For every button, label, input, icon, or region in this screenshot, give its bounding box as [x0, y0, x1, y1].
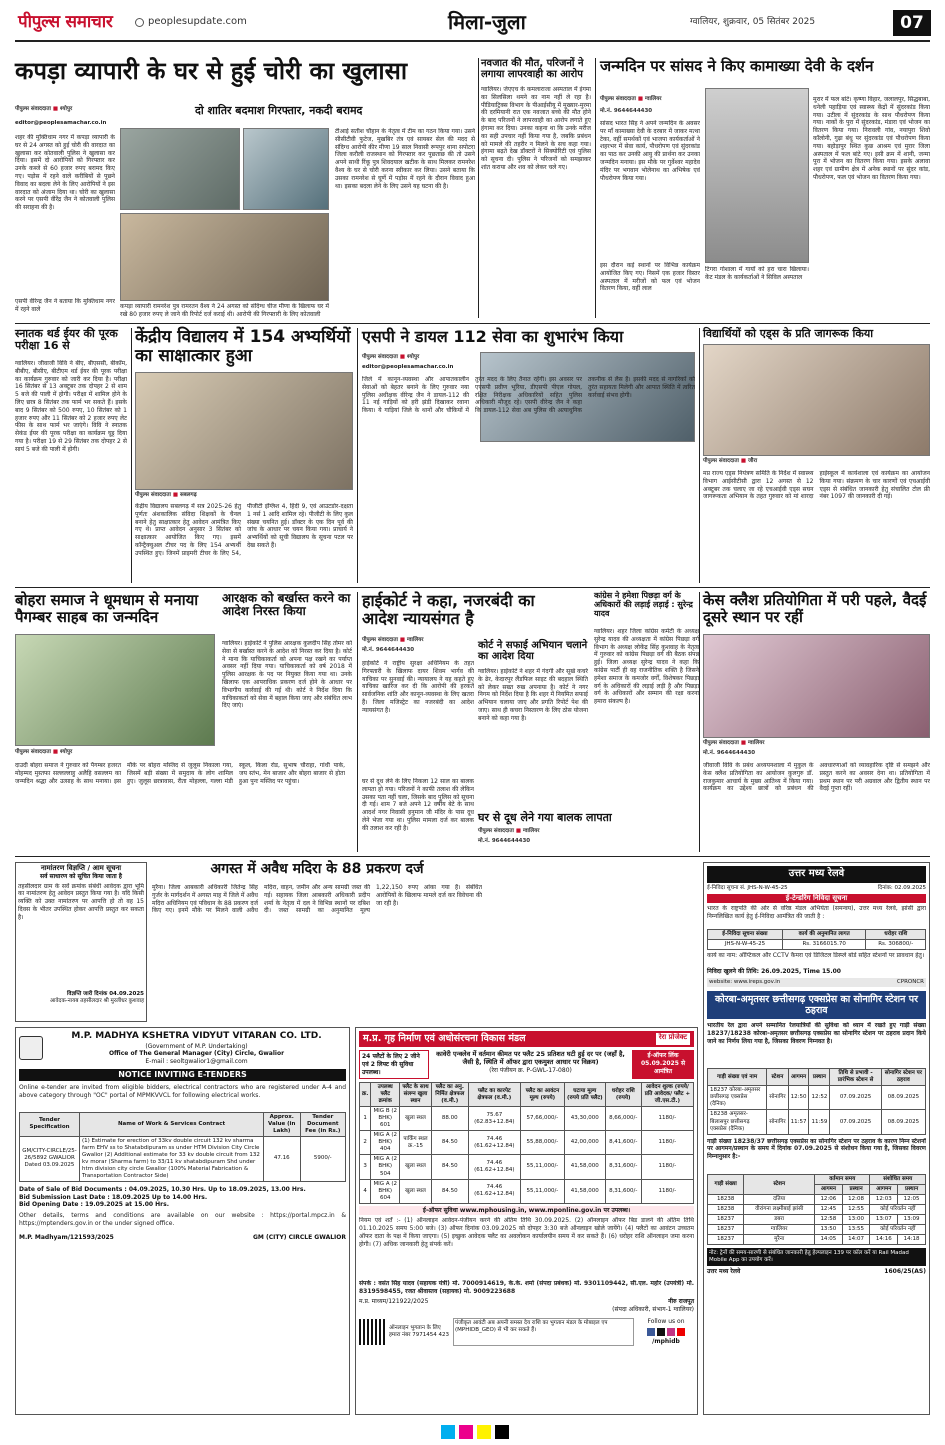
cell: 1180/-	[641, 1131, 693, 1155]
cell: 12:55	[842, 1204, 870, 1214]
rail-tender-table	[707, 929, 926, 950]
table-row	[708, 1234, 926, 1244]
headline: बोहरा समाज ने धूमधाम से मनाया पैगम्बर साहब का जन्मदिन	[15, 591, 199, 626]
body: केंद्रीय विद्यालय सबलगढ़ में सत्र 2025-26 हेतु पूर्णतः अंशकालिक संविदा शिक्षकों के चैनल बनाने हेतु साक्षात्कार हेतु आवेदन आमंत्रित किए गए थे। प्राप्त आवेदन अनुसार 3 सितंबर को साक्षात्कार आयोजित किए गए। इसमें कॉन्ट्रैक्चुअल टीचर पद के लिए 154 अभ्यर्थी उपस्थित हुए। जिनमें प्राइमरी टीचर के लिए 54, पीजीटी इंग्लिश 4, हिंदी 9, एवं आउटडोर-दक्षता 1 नर्स 1 आदि शामिल रहे। पीजीटी के लिए कुल संख्या चयनित हुई। डॉक्टर के एक दिन पूर्व की जांच के आधार पर चयन किया गया। प्राचार्य ने अभ्यर्थियों को सूची विद्यालय के सूचना पटल पर देख सकते हैं।	[135, 503, 353, 557]
brand-logo: पीपुल्स समाचार	[18, 12, 113, 32]
notice-date: विज्ञप्ति जारी दिनांक 04.09.2025	[66, 990, 144, 997]
byline: पीपुल्स संवाददाता ■ श्योपुर	[362, 354, 420, 360]
th: संशोधित समय	[870, 1174, 926, 1184]
cell: 14:16	[870, 1234, 898, 1244]
td-value: 47.16	[264, 1136, 300, 1181]
headline: नवजात की मौत, परिजनों ने लगाया लापरवाही का आरोप	[481, 58, 584, 81]
cell: मुरैना	[744, 1234, 815, 1244]
rail-headline-2: कोरबा-अमृतसर छत्तीसगढ़ एक्सप्रेस का सोनागिर स्टेशन पर ठहराव	[707, 991, 926, 1020]
housing-sign: नीरु राजपूत	[668, 1298, 694, 1306]
cell: वीरांगना लक्ष्मीबाई झांसी	[744, 1204, 815, 1214]
housing-rera: (रेरा पंजीयन क्र. P-GWL-17-080)	[489, 1066, 572, 1074]
cell: 2	[360, 1131, 371, 1155]
cell: 13:55	[842, 1224, 870, 1234]
table-row	[708, 1110, 926, 1134]
site-url[interactable]: peoplesupdate.com	[148, 16, 247, 27]
article-mp-birthday	[600, 58, 930, 320]
cyan-swatch	[441, 1425, 455, 1439]
th: गाड़ी संख्या एवं नाम	[708, 1069, 767, 1086]
students-photo	[703, 344, 930, 456]
headline: कपड़ा व्यापारी के घर से हुई चोरी का खुलासा	[15, 57, 408, 85]
cell: 55,11,000/-	[520, 1179, 564, 1203]
byline: पीपुल्स संवाददाता ■ ग्वालियर	[600, 96, 662, 102]
cell: 55,88,000/-	[520, 1131, 564, 1155]
table-row	[708, 1204, 926, 1214]
follow-label: Follow us on	[647, 1317, 685, 1325]
cell: 12:58	[815, 1214, 843, 1224]
cell: 55,11,000/-	[520, 1155, 564, 1179]
rail-handle[interactable]: CPRONCR	[896, 978, 924, 985]
article-exam	[15, 328, 127, 583]
rail-website[interactable]: website: www.ireps.gov.in	[709, 978, 781, 985]
cell: 1	[360, 1107, 371, 1131]
housing-title-bar	[359, 1031, 694, 1047]
rail-body-3: गाड़ी संख्या 18238/37 छत्तीसगढ़ एक्सप्रेस का सोनागिर स्टेशन पर ठहराव के कारण निम्न स्टेशनों पर आगमन/प्रस्थान के समय में दिनांक 07.09.2025 से संशोधन किया गया है, जिसका विवरण निम्नानुसार है:-	[707, 1137, 926, 1161]
headline: कोर्ट ने सफाई अभियान चलाने का आदेश दिया	[478, 640, 588, 663]
cell: 18238 अमृतसर-बिलासपुर छत्तीसगढ़ एक्सप्रेस (दैनिक)	[708, 1110, 767, 1134]
th: तिथि से प्रभावी - प्रारंभिक स्टेशन से	[830, 1069, 881, 1086]
yellow-swatch	[477, 1425, 491, 1439]
rail-close: निविदा खुलने की तिथि: 26.09.2025, Time 15.00	[707, 967, 841, 975]
article-kv-interview	[135, 328, 353, 583]
article-constable-body: ग्वालियर। हाईकोर्ट ने पुलिस आरक्षक कुलदीप सिंह तोमर को सेवा से बर्खास्त करने के आदेश को निरस्त कर दिया है। कोर्ट ने माना कि याचिकाकर्ता को अपना पक्ष रखने का पर्याप्त अवसर नहीं दिया गया। याचिकाकर्ता को वर्ष 2018 में पुलिस आरक्षक के पद पर नियुक्त किया गया था। उनके खिलाफ एक आपराधिक प्रकरण दर्ज होने के आधार पर विभागीय कार्रवाई की गई थी। कोर्ट ने निर्देश दिया कि याचिकाकर्ता को सेवा में बहाल किया जाए और संबंधित लाभ दिए जाएं।	[222, 640, 352, 710]
byline: पीपुल्स संवाददाता ■ ग्वालियर	[703, 740, 765, 746]
cell: 41,58,000	[564, 1155, 605, 1179]
th: प्रस्थान	[809, 1069, 830, 1086]
cell: 3	[360, 1155, 371, 1179]
cell: 08.09.2025	[881, 1110, 925, 1134]
headline: विद्यार्थियों को एड्स के प्रति जागरूक किया	[703, 327, 874, 340]
headline: एसपी ने डायल 112 सेवा का शुभारंभ किया	[362, 327, 624, 346]
th-sno: क्र.	[360, 1083, 371, 1107]
th: गाड़ी संख्या	[708, 1174, 744, 1194]
cell: 13:07	[870, 1214, 898, 1224]
cell: खुला स्थल	[400, 1179, 432, 1203]
rail-ref: 1606/25(AS)	[884, 1267, 926, 1275]
headline: कांग्रेस ने हमेशा पिछड़ा वर्ग के अधिकारों की लड़ाई लड़ाई : सुरेन्द्र यादव	[594, 591, 693, 618]
th-fee: Tender Document Fee (in Rs.)	[300, 1112, 345, 1136]
table-row	[360, 1155, 694, 1179]
cell: 11:57	[788, 1110, 809, 1134]
body: शहर की मुक्तिधाम नगर में कपड़ा व्यापारी के घर से 24 अगस्त को हुई चोरी की वारदात का खुलासा कर कोतवाली पुलिस ने खुलासा कर दिया। इसमें दो आरोपियों को गिरफ्तार कर उनके कब्जे से 60 हजार रुपए बरामद किए गए। पड़ोस में रहने वाले करीबियों से पूछने विवाद का बदला लेने के लिए आरोपियों ने इस वारदात को अंजाम दिया था। चोरी का खुलासा करने पर एसपी वीरेंद्र जैन ने कोतवाली पुलिस की सराहना की है।	[15, 134, 115, 212]
color-registration-strip	[380, 1425, 570, 1439]
headline: जन्मदिन पर सांसद ने किए कामाख्या देवी के दर्शन	[600, 57, 874, 75]
cell: 07.09.2025	[830, 1110, 881, 1134]
cell: 12:05	[898, 1194, 926, 1204]
th: आगमन	[815, 1184, 843, 1194]
cell: 1180/-	[641, 1155, 693, 1179]
company-email[interactable]: E-mail : seoltgwalior1@gmail.com	[145, 1057, 248, 1065]
th-value: Approx. Value (in Lakh)	[264, 1112, 300, 1136]
social-handle[interactable]: /mphidb	[652, 1337, 680, 1345]
page-number: 07	[893, 10, 931, 36]
body-2: इस दौरान कई स्थानों पर विभिन्न कार्यक्रम आयोजित किए गए। निसमें एक हजार विस्तर अस्पताल में मरीजों को फल एवं भोजन वितरण किया, वहीं लाल	[600, 262, 700, 293]
cell: ग्वालियर	[744, 1224, 815, 1234]
tender-dates	[19, 1186, 346, 1209]
tender-ref: M.P. Madhyam/121593/2025	[19, 1234, 114, 1242]
cell: 42,00,000	[564, 1131, 605, 1155]
byline: पीपुल्स संवाददाता ■ ग्वालियर	[362, 637, 424, 643]
procession-photo	[15, 634, 215, 746]
tender-sign: GM (CITY) CIRCLE GWALIOR	[253, 1234, 346, 1242]
tender-title: NOTICE INVITING E-TENDERS	[19, 1069, 346, 1081]
mobile: मो.नं. 9644644430	[703, 750, 756, 756]
headline: केंद्रीय विद्यालय में 154 अभ्यर्थियों का साक्षात्कार हुआ	[135, 327, 351, 367]
th: आगमन	[870, 1184, 898, 1194]
cell: 13:00	[842, 1214, 870, 1224]
tender-intro: Online e-tender are invited from eligible bidders, electrical contractors who are registered under A-4 and above category through "OC" portal of MPMKVVCL for following electrical works.	[19, 1083, 346, 1099]
th: कार्य की अनुमानित लागत	[782, 929, 866, 939]
cell: 8,41,600/-	[605, 1131, 641, 1155]
cell: 75.67 (62.83+12.84)	[468, 1107, 520, 1131]
rera-badge: रेरा प्रोजेक्ट	[656, 1033, 690, 1045]
headline: अगस्त में अवैध मदिरा के 88 प्रकरण दर्ज	[210, 861, 424, 877]
cell: 18237	[708, 1214, 744, 1224]
mobile: मो.नं. 9644644430	[478, 838, 531, 844]
table-row	[708, 1086, 926, 1110]
offer-left: 24 फ्लैटों के लिए 2 जीने एवं 2 लिफ्ट की सुविधा उपलब्ध।	[359, 1050, 429, 1079]
cell: खुला स्थल	[400, 1107, 432, 1131]
classroom-photo	[135, 372, 353, 490]
housing-center: कावेरी एन्क्लेव में वर्तमान कीमत पर फ्लैट 25 प्रतिशत घटी हुई दर पर (जहाँ है, जैसी है, स्थिति में ऑफर द्वारा एकमुश्त आधार पर विक्रय)	[436, 1050, 625, 1067]
cell: 88.00	[431, 1107, 468, 1131]
rail-stoppage-table	[707, 1068, 926, 1134]
cell: 12:50	[788, 1086, 809, 1110]
promo-1: ऑनलाइन भुगतान के लिए हमारा नंबर 7971454 423	[389, 1324, 449, 1338]
article-missing-boy	[478, 812, 698, 852]
article-dial112	[362, 328, 695, 583]
article-missing-boy-body: घर से दूध लेने के लिए निकला 12 साल का बालक लापता हो गया। परिजनों ने काफी तलाश की लेकिन उसका पता नहीं चला, जिसके बाद पुलिस को सूचना दी गई। शाम 7 बजे अपने 12 वर्षीय बेटे के साथ आदर्श नगर निवासी हनुमान जी मंदिर के पास दूध लेने भेजा गया था। पुलिस मामला दर्ज कर बालक की तलाश कर रही है।	[362, 778, 474, 832]
cell: 14:05	[815, 1234, 843, 1244]
cell: 12:03	[870, 1194, 898, 1204]
cell: 84.50	[431, 1179, 468, 1203]
byline: पीपुल्स संवाददाता ■ जौरा	[703, 458, 758, 464]
th-work: Name of Work & Services Contract	[80, 1112, 264, 1136]
th-deposit: धरोहर राशि (रुपये)	[605, 1083, 641, 1107]
rail-timing-table	[707, 1174, 926, 1245]
cell: Rs. 306800/-	[866, 939, 926, 949]
headline: हाईकोर्ट ने कहा, नजरबंदी का आदेश न्यायसंगत है	[362, 591, 535, 628]
x-icon[interactable]	[657, 1328, 665, 1336]
body: मप्र राज्य एड्स नियंत्रण समिति के निर्देश में स्वास्थ्य विभाग आईसीटीसी द्वारा 12 अगस्त से 12 अक्टूबर तक चलाए जा रहे एचआईवी एड्स सघन जागरूकता अभियान के तहत गुरुवार को मां शारदा हाईस्कूल में कार्यशाला एवं कार्यक्रम का आयोजन किया गया। संक्रमण के चार कारणों एवं एचआईवी एड्स से संबंधित जानकारी हेतु संचालित टोल फ्री नंबर 1097 की जानकारी दी गई।	[703, 470, 930, 501]
cell: 12:52	[809, 1086, 830, 1110]
th: वर्तमान समय	[815, 1174, 870, 1184]
cell: 12:06	[815, 1194, 843, 1204]
youtube-icon[interactable]	[677, 1328, 685, 1336]
cell: खुला स्थल	[400, 1155, 432, 1179]
temple-photo	[705, 88, 809, 263]
cell: 11:59	[809, 1110, 830, 1134]
cell: Rs. 3166015.70	[782, 939, 866, 949]
article-cleanliness	[478, 640, 588, 810]
cell: 12:45	[815, 1204, 843, 1214]
award-photo	[703, 634, 930, 738]
section-title: मिला-जुला	[448, 10, 526, 34]
instagram-icon[interactable]	[667, 1328, 675, 1336]
cell: 74.46 (61.62+12.84)	[468, 1131, 520, 1155]
cell: 07.09.2025	[830, 1086, 881, 1110]
caption: टिगरा गोशाला में गायों को हरा चारा खिलाया। केंट मंडल के कार्यकर्ताओं ने सिविल अस्पताल	[705, 266, 809, 281]
cell: 12:08	[842, 1194, 870, 1204]
cell: 57,66,000/-	[520, 1107, 564, 1131]
article-newborn	[481, 58, 591, 318]
date-row-opening: Bid Opening Date : 19.09.2025 at 15.00 Hrs.	[19, 1201, 169, 1209]
cell: 18237	[708, 1234, 744, 1244]
article-liquor	[152, 862, 482, 1022]
cell: MIG B (2 BHK) 601	[371, 1107, 400, 1131]
td-spec: GM/CITY-CIRCLE/25-26/5892 GWALIOR Dated 03.09.2025	[20, 1136, 80, 1181]
th-spec: Tender Specification	[20, 1112, 80, 1136]
body: सांसद भारत सिंह ने अपने जन्मदिन के अवसर पर माँ कामाख्या देवी के दरबार में जाकर मत्था टेका, वहीं समर्थकों एवं भाजपा कार्यकर्ताओं ने शहरभर में सेवा कार्य, पौधरोपण एवं सुंदरकांड का पाठ कर उनकी आयु की प्रार्थना कर उनका जन्मदिन मनाया। इस मौके पर गुर्वेश्वर महादेव मंदिर पर भगवान भोलेनाथ का अभिषेक एवं पौधरोपण किया गया।	[600, 120, 700, 182]
flats-table	[359, 1082, 694, 1203]
cell: 14:18	[898, 1234, 926, 1244]
housing-ref: म.प्र. माध्यम/121922/2025	[359, 1298, 429, 1306]
byline: पीपुल्स संवाददाता ■ सबलगढ़	[135, 492, 197, 498]
table-row	[708, 1224, 926, 1234]
caption: कपड़ा व्यापारी रामनरेश पुत्र रामरतन वैश्य ने 24 अगस्त को संदिग्ध चीज मीणा के खिलाफ घर में रखे 80 हजार रुपए ले जाने की रिपोर्ट दर्ज कराई थी। आरोपी की गिरफ्तारी के लिए कोतवाली	[120, 303, 329, 318]
th-price: फ्लैट का आवंटन मूल्य (रुपये)	[520, 1083, 564, 1107]
rail-body-2: भारतीय रेल द्वारा अपने सम्मानित रेलयात्रियों की सुविधा को ध्यान में रखते हुए गाड़ी संख्या 18237/18238 कोरबा-अमृतसर छत्तीसगढ़ एक्सप्रेस का सोनागिर स्टेशन पर ठहराव प्रदान किये जाने का निर्णय लिया गया है, जिसका विवरण निम्नवत है।	[707, 1022, 926, 1045]
cell: कोई परिवर्तन नहीं	[870, 1204, 926, 1214]
rail-notice-date: दिनांक: 02.09.2025	[877, 884, 926, 891]
body-3: मुरार में फल बांटे। कृष्णा विहार, जलालपुर, सिद्धबाबा, धनेली पहाड़िया एवं स्वास्थ्य केंद्रों में सुंदरकांड किया गया। उटीला में सुंदरकांड के साथ पौधरोपण किया गया। नाकों के पुरा में सुंदरकांड, मंडारा एवं भोजन का वितरण किया गया। निरावली गांव, नयापुरा शिवो कॉलोनी, गुढ़ा बंधु पर सुंदरकांड एवं पौधरोपण किया गया। बहोड़ापुर स्थित कुछ आश्रम एवं मुरार जिला अस्पताल में फल बांटे गए। इसी क्रम में शानी, जन्मा पूरा में भोजन का वितरण किया गया। इसके अलावा शहर एवं ग्रामीण क्षेत्र में अनेक स्थानों पर सुंदर कांड, पौधरोपण, फल एवं भोजन का वितरण किया गया।	[813, 96, 930, 181]
body-continued: एसपी वीरेन्द्र जैन ने बताया कि मुक्तिधाम नगर में रहने वाले	[15, 298, 115, 313]
table-row	[708, 1194, 926, 1204]
cell: 8,31,600/-	[605, 1155, 641, 1179]
body: दाउदी बोहरा समाज ने गुरुवार को पैगम्बर हजरत मोहम्मद मुस्तफा सल्लल्लाहु अलैहि वसल्लम का जन्मदिन श्रद्धा और उत्साह के साथ मनाया। इस मौके पर बोहरा मस्जिद से जुलूस निकाला गया, जिसमें बड़ी संख्या में समुदाय के लोग शामिल हुए। जुलूस छात्रावास, रीता मोहल्ला, गल्ला मंडी स्कूल, किला रोड, सुभाष चौराहा, गांधी पार्क, जय स्तंभ, मेन बाजार और बोहरा बाजार से होता हुआ पुनः मस्जिद पर पहुंचा।	[15, 762, 345, 785]
cell: MIG A (2 BHK) 504	[371, 1155, 400, 1179]
date-row-sale: Date of Sale of Bid Documents : 04.09.2025, 10.30 Hrs. Up to 18.09.2025, 13.00 Hrs.	[19, 1186, 306, 1194]
th: प्रस्थान	[842, 1184, 870, 1194]
mobile: मो.नं. 9644644430	[600, 108, 653, 114]
tender-notice-electricity	[15, 1027, 350, 1415]
cell: 8,31,600/-	[605, 1179, 641, 1203]
rail-notice-no: ई-निविदा सूचना सं. JHS-N-W-45-25	[707, 884, 788, 891]
byline: पीपुल्स संवाददाता ■ श्योपुर	[15, 106, 73, 112]
company-office: Office of The General Manager (City) Circle, Gwalior	[108, 1050, 285, 1058]
th-fee: आवेदन शुल्क (रुपये/प्रति आवेदक/ फ्लैट + जी.एस.टी.)	[641, 1083, 693, 1107]
rail-header: उत्तर मध्य रेलवे	[707, 866, 926, 883]
th: ई-निविदा सूचना संख्या	[708, 929, 783, 939]
article-aids-awareness	[703, 328, 930, 583]
cell: MIG A (2 BHK) 604	[371, 1179, 400, 1203]
th: धरोहर राशि	[866, 929, 926, 939]
email[interactable]: editor@peoplesamachar.co.in	[15, 120, 107, 126]
housing-terms: नियम एवं शर्तें :- (1) ऑनलाइन आवेदन-पंजीयन करने की अंतिम तिथि 30.09.2025. (2) ऑनलाइन ऑफर बिड डालने की अंतिम तिथि 01.10.2025 समय 5:00 बजे। (3) ऑफर दिनांक 03.09.2025 को दोपहर 3:30 बजे ऑनलाइन खोले जायेंगे। (4) फ्लैटों का आवंटन उच्चतम ऑफर दाता के पक्ष में किया जाएगा। (5) इच्छुक आवेदक फ्लैट का अवलोकन कार्यालयीन समय में कर सकते हैं। (6) धरोहर राशि ऑनलाइन जमा करना होगी। (7) अधिक जानकारी हेतु संपर्क करें।	[359, 1217, 694, 1248]
company-logo	[19, 1036, 43, 1060]
cell: 18238	[708, 1194, 744, 1204]
cell: 14:07	[842, 1234, 870, 1244]
cell: डबरा	[744, 1214, 815, 1224]
th: प्रस्थान	[898, 1184, 926, 1194]
td-fee: 5900/-	[300, 1136, 345, 1181]
headline: केस क्लैश प्रतियोगिता में परी पहले, वैदई दूसरे स्थान पर रहीं	[703, 591, 927, 626]
magenta-swatch	[459, 1425, 473, 1439]
table-row	[360, 1131, 694, 1155]
qr-code	[359, 1319, 385, 1345]
housing-title: म.प्र. गृह निर्माण एवं अधोसंरचना विकास मंडल	[363, 1033, 526, 1044]
railway-ad	[703, 862, 930, 1415]
housing-sign-title: (संपदा अधिकारी, संभाग-1 ग्वालियर)	[612, 1305, 694, 1313]
byline: पीपुल्स संवाददाता ■ ग्वालियर	[478, 828, 540, 834]
th: स्टेशन	[744, 1174, 815, 1194]
company-gov: (Government of M.P. Undertaking)	[145, 1042, 248, 1050]
cell: 1180/-	[641, 1179, 693, 1203]
cell: 13:50	[815, 1224, 843, 1234]
mutation-notice	[15, 862, 147, 1022]
black-swatch	[495, 1425, 509, 1439]
th-open: फ्लैट के साथ संलग्न खुला स्थान	[400, 1083, 432, 1107]
rail-intro: भारत के राष्ट्रपति की ओर से वरिष्ठ मंडल अभियंता (समन्वय), उत्तर मध्य रेलवे, झांसी द्वारा निम्नलिखित कार्य हेतु ई-निविदा आमंत्रित की जाती है :	[707, 904, 926, 920]
th-reduced: घटाया मूल्य (रुपये प्रति फ्लैट)	[564, 1083, 605, 1107]
body: ग्वालियर। हाईकोर्ट ने शहर में गंदगी और सूखे कचरे के ढेर, केदारपुर लैंडफिल साइट की बदहाल स्थिति को लेकर सख्त रुख अपनाया है। कोर्ट ने नगर निगम को निर्देश दिया है कि शहर में नियमित सफाई अभियान चलाया जाए और प्रगति रिपोर्ट पेश की जाए। साथ ही कचरा निस्तारण के लिए ठोस योजना बनाने को कहा गया है।	[478, 668, 588, 722]
email[interactable]: editor@peoplesamachar.co.in	[362, 364, 454, 370]
table-row	[708, 1214, 926, 1224]
cell: 1180/-	[641, 1107, 693, 1131]
dateline: ग्वालियर, शुक्रवार, 05 सितंबर 2025	[690, 17, 816, 27]
rail-bottom: उत्तर मध्य रेलवे	[707, 1267, 741, 1275]
housing-board-ad	[355, 1027, 698, 1415]
masthead	[0, 0, 945, 50]
table-row	[360, 1179, 694, 1203]
th: स्टेशन	[767, 1069, 788, 1086]
th-carpet: फ्लैट का कारपेट क्षेत्रफल (व.मी.)	[468, 1083, 520, 1107]
notice-title: नामांतरण विज्ञप्ति / आम सूचना	[40, 864, 122, 872]
th: आगमन	[788, 1069, 809, 1086]
eoffer-strip[interactable]: ई-ऑफर सुविधा www.mphousing.in, www.mponline.gov.in पर उपलब्ध।	[359, 1206, 694, 1216]
headline: स्नातक थर्ड ईयर की पूरक परीक्षा 16 से	[15, 327, 118, 353]
tender-footer: Other details, terms and conditions are available on our website : https://portal.mpcz.in & https://mptenders.gov.in or the under signed office.	[19, 1212, 346, 1227]
cell: 18238	[708, 1204, 744, 1214]
police-photo	[120, 128, 240, 210]
cell: दतिया	[744, 1194, 815, 1204]
notice-body: तहसीलदार ग्राम के सर्वे क्रमांक संबंधी आवेदक द्वारा भूमि का नामांतरण हेतु आवेदन प्रस्तुत किया गया है। यदि किसी व्यक्ति को उक्त नामांतरण पर आपत्ति हो तो वह 15 दिवस के भीतर उपस्थित होकर आपत्ति प्रस्तुत कर सकता है।	[18, 882, 144, 921]
rail-tender-title: ई-टेन्डरिंग निविदा सूचना	[707, 894, 926, 903]
body: हाईकोर्ट ने राष्ट्रीय सुरक्षा अधिनियम के तहत गिरफ्तारी के खिलाफ दायर शिवम भार्गव की याचिका पर सुनवाई की। न्यायालय ने यह कहते हुए याचिका खारिज कर दी कि आरोपी की हरकतें सार्वजनिक शांति और कानून-व्यवस्था के लिए खतरा हैं। जिला मजिस्ट्रेट का नजरबंदी का आदेश न्यायसंगत है।	[362, 660, 474, 714]
cell: 18237	[708, 1224, 744, 1234]
cell: 41,58,000	[564, 1179, 605, 1203]
article-theft	[15, 58, 475, 318]
subheadline: दो शातिर बदमाश गिरफ्तार, नकदी बरामद	[195, 104, 363, 117]
offer-right: ई-ऑफर लिंक 05.09.2025 से आमंत्रित	[632, 1050, 694, 1079]
police-photo-2	[243, 128, 329, 210]
cell: 43,30,000	[564, 1107, 605, 1131]
th-flat: उपलब्ध फ्लैट क्रमांक	[371, 1083, 400, 1107]
facebook-icon[interactable]	[647, 1328, 655, 1336]
cell: 84.50	[431, 1131, 468, 1155]
table-row	[360, 1107, 694, 1131]
notice-subtitle: सर्व साधारण को सूचित किया जाता है	[40, 872, 122, 880]
body-2: टीआई सतीश चौहान के नेतृत्व में टीम का गठन किया गया। उसने सीसीटीवी फुटेज, मुखबिर तंत्र एवं सायबर सेल की मदद से संदिग्ध आरोपी कीर मीणा 19 साल निवासी रूपपुर थाना सपोटरा जिला करौली राजस्थान को गिरफ्तार कर पूछताछ की तो उसने अपने साथी रिंकू पुत्र शिवदयाल खटीक के साथ मिलकर रामनरेश वैश्य के घर से चोरी करना स्वीकार कर लिया। उसने बताया कि उसका रामनरेश से घूर्णे में पड़ोस में रहने के दौरान विवाद हुआ था। इसका बदला लेने के लिए उसने यह घटना की है।	[335, 128, 475, 190]
cell: MIG A (2 BHK) 404	[371, 1131, 400, 1155]
td-work: (1) Estimate for erection of 33kv double circuit 132 kv sharma farm EHV ss to Shatabdipuram ss under HTM Division City Circle Gwalior (2) Additional estimate for 33 kv double circuit from 132 kv morar (Sharma farm) to 33/11 kv shatabdipuram Shd under htm division city circle Gwalior (100% Material Fabrication & Transportation Contractor Side)	[80, 1136, 264, 1181]
cell: सोनागिर	[767, 1110, 788, 1134]
date-row-submission: Bid Submission Last Date : 18.09.2025 Up to 14.00 Hrs.	[19, 1193, 208, 1201]
rail-work: कार्य का नाम: ऑप्टिकल और CCTV कैमरा एवं डिजिटल डिस्प्ले बोर्ड सहित स्टेशनों पर प्रावधान हेतु।	[707, 951, 925, 959]
body: जिले में कानून-व्यवस्था और आपातकालीन सेवाओं को बेहतर बनाने के लिए गुरुवार नया पुलिस अधीक्षक वीरेन्द्र जैन ने डायल-112 की 11 नई गाड़ियों को हरी झंडी दिखाकर रवाना किया। ये गाड़ियां जिले के थानों और चौकियों में तुरंत मदद के लिए तैनात रहेंगी। इस अवसर पर एएसपी प्रवीण भूरिया, डीएसपी पीएल गोयल, रक्षित निरीक्षक अधिकारियों सहित पुलिस अधिकारी मौजूद रहे। एसपी वीरेन्द्र जैन ने कहा कि डायल-112 सेवा अब पुलिस की अत्याधुनिक तकनीक से लैस है। इसकी मदद से नागरिकों को तुरंत सहायता मिलेगी और आपात स्थिति में त्वरित कार्रवाई संभव होगी।	[362, 376, 695, 415]
cell: 84.50	[431, 1155, 468, 1179]
cell: 74.46 (61.62+12.84)	[468, 1155, 520, 1179]
body: ग्वालियर। जीवाजी विवि ने बीए, बीएससी, बीकॉम, बीबीए, बीसीए, बीटीएम थर्ड ईयर की पूरक परीक्षा का कार्यक्रम गुरुवार को जारी कर दिया है। परीक्षा 16 सितंबर से 13 अक्टूबर तक दोपहर 2 से शाम 5 बजे की पाली में होगी। परीक्षा में शामिल होने के लिए छात्र 8 सितंबर तक फार्म भर सकते हैं। इसके बाद 9 सितंबर को 500 रुपए, 10 सितंबर को 1 हजार रुपए और 11 सितंबर को 2 हजार रुपए लेट फीस के साथ फार्म भर जाएंगे। विवि ने स्नातक सेकंड ईयर की पूरक परीक्षा का कार्यक्रम घुट्ट दिया गया है। परीक्षा 19 से 29 सितंबर तक दोपहर 2 से सायं 5 बजे की पाली में होगी।	[15, 360, 127, 453]
globe-icon	[135, 18, 144, 27]
tender-table	[19, 1112, 346, 1182]
th-area: फ्लैट का अनु. निर्मित क्षेत्रफल (व.मी.)	[431, 1083, 468, 1107]
cell: 18237 कोरबा-अमृतसर छत्तीसगढ़ एक्सप्रेस (दैनिक)	[708, 1086, 767, 1110]
th: सोनागिर स्टेशन पर ठहराव	[881, 1069, 925, 1086]
mobile: मो.नं. 9644644430	[362, 647, 415, 653]
article-case-clash	[703, 592, 930, 852]
rail-footnote: नोट: ट्रेनों की समय-सारणी से संबंधित जानकारी हेतु हेल्पलाइन 139 पर कॉल करें या Rail Madad Mobile App का उपयोग करें।	[707, 1248, 926, 1266]
body: मुरैना। जिला आबकारी अधिकारी जितेन्द्र सिंह गुर्जर के मार्गदर्शन में अगस्त माह में जिले में अवैध मदिरा अधिनियम एवं पविधान के 88 प्रकरण दर्ज किए गए। इनमें मौके पर मिलने वाली अवैध मदिरा, वाहन, जमीन और अन्य सामग्री जब्त की गई। सहायक जिला आबकारी अधिकारी प्रदीप शर्मा के नेतृत्व में दल ने विभिन्न स्थानों पर दबिश दी। जब्त सामग्री का अनुमानित मूल्य 1,22,150 रुपए आंका गया है। संबंधित आरोपियों के खिलाफ मामले दर्ज कर विवेचना की जा रही है।	[152, 884, 482, 915]
cell: सोनागिर	[767, 1086, 788, 1110]
court-photo	[120, 213, 329, 301]
headline: आरक्षक को बर्खास्त करने का आदेश निरस्त किया	[222, 591, 351, 619]
cell: 4	[360, 1179, 371, 1203]
cell: 74.46 (61.62+12.84)	[468, 1179, 520, 1203]
body: जीवाजी विवि के प्रबंध अध्ययनशाला में मुकुल के केस क्लैश प्रतियोगिता का आयोजन कुलगुरु डॉ. राजकुमार आचार्य के मुख्य आतिथ्य में किया गया। कार्यक्रम का उद्देश्य छात्रों को प्रबंधन की अवधारणाओं को व्यावहारिक दृष्टि से समझने और प्रस्तुत करने का अवसर देना था। प्रतियोगिता में प्रथम स्थान पर परी अग्रवाल और द्वितीय स्थान पर वैदई गुप्ता रहीं।	[703, 762, 930, 793]
promo-2: पंजीकृत आवंटी अब अपनी समस्त देय राशि का भुगतान मंडल के मोबाइल एप (MPHIDB_GEO) से भी कर सकते हैं।	[453, 1318, 634, 1346]
cell: 08.09.2025	[881, 1086, 925, 1110]
headline: घर से दूध लेने गया बालक लापता	[478, 811, 612, 824]
cell: 13:09	[898, 1214, 926, 1224]
body: ग्वालियर। शहर जिला कांग्रेस कमेटी के अध्यक्ष सुरेन्द्र यादव की अध्यक्षता में कांग्रेस पिछड़ा वर्ग विभाग के अध्यक्ष लोकेंद्र सिंह कुशवाह के नेतृत्व में गुरुवार को कांग्रेस पिछड़ा वर्ग की बैठक संपन्न हुई। जिला अध्यक्ष सुरेन्द्र यादव ने कहा कि कांग्रेस पार्टी ही वह राजनीतिक शक्ति है जिसने हमेशा समाज के कमजोर वर्गों, विशेषकर पिछड़ा वर्ग के अधिकारों की लड़ाई लड़ी है और पिछड़ा वर्ग के अधिकारों और सम्मान की रक्षा करना हमारा संकल्प है।	[594, 628, 699, 706]
housing-contact: संपर्क : वसंत सिंह यादव (सहायक यंत्री) मो. 7000914619, के.के. शर्मा (संपदा प्रबंधक) मो. 9301109442, सी.एल. महोर (उपयंत्री) मो. 8319598455, रजत श्रीवास्तव (सहायक) मो. 9009223688	[359, 1280, 694, 1296]
cell: कोई परिवर्तन नहीं	[870, 1224, 926, 1234]
cell: पार्किंग स्थल क्र.-15	[400, 1131, 432, 1155]
company-name: M.P. MADHYA KSHETRA VIDYUT VITARAN CO. LTD.	[71, 1031, 322, 1041]
notice-office: आवेदक-नायब तहसीलदार श्री मुरलीधर कुशवाह	[49, 997, 144, 1004]
body: ग्वालियर। जेएएच के कमलाराजा अस्पताल में इंगमा का सिलसिला थमने का नाम नहीं ले रहा है। पीडियाट्रिक्स विभाग के पीआईसीयू में मुख्यार-मुरमा की दरमियानी रात एक नवजात बच्चे की मौत होने के बाद परिजनों ने लापरवाही का आरोप लगाते हुए हंगामा कर दिया। उनका कहना था कि उनके मरीज का सही उपचार नहीं किया गया है, जबकि प्रबंधन को मामले की तहरीर न मिलने के सच कहा गया। हंगामा बढ़ते देख डॉक्टरों ने सिक्योरिटी एवं पुलिस को सूचना दी। पुलिस ने परिजनों को समझाकर शांत कराया और शव को लेकर चले गए।	[481, 86, 591, 171]
byline: पीपुल्स संवाददाता ■ श्योपुर	[15, 749, 73, 755]
cell: 8,66,000/-	[605, 1107, 641, 1131]
cell: JHS-N-W-45-25	[708, 939, 783, 949]
